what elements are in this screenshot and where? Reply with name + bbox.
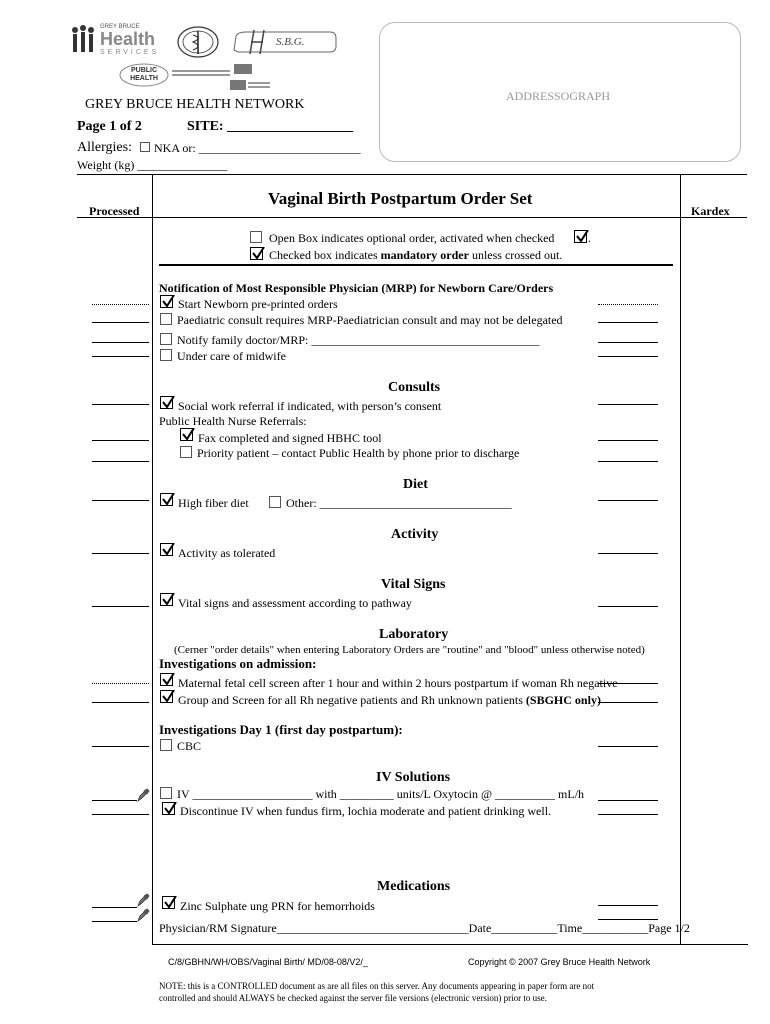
kardex-line <box>598 461 658 462</box>
group-screen-checkbox[interactable] <box>160 690 173 703</box>
processed-line <box>92 461 149 462</box>
admission-investigations-heading: Investigations on admission: <box>159 656 317 671</box>
processed-header: Processed <box>89 204 140 218</box>
processed-line <box>92 304 149 305</box>
document-code: C/8/GBHN/WH/OBS/Vaginal Birth/ MD/08-08/V2/_ <box>168 957 368 967</box>
mrp-heading: Notification of Most Responsible Physician (MRP) for Newborn Care/Orders <box>159 281 554 295</box>
phn-referrals-label: Public Health Nurse Referrals: <box>159 414 307 428</box>
svg-text:S.B.G.: S.B.G. <box>276 36 305 48</box>
processed-line <box>92 702 149 703</box>
table-bottom-border <box>152 944 748 945</box>
kardex-line <box>598 500 658 501</box>
iv-solutions-heading: IV Solutions <box>376 770 451 785</box>
kardex-line <box>598 905 658 906</box>
social-work-checkbox[interactable] <box>160 396 173 409</box>
vital-signs-heading: Vital Signs <box>381 577 446 592</box>
fax-hbhc-checkbox[interactable] <box>180 428 193 441</box>
physician-signature-line[interactable]: Physician/RM Signature________________________________Date___________Time___________Page 1/2 <box>159 921 690 935</box>
kardex-line <box>598 702 658 703</box>
kardex-line <box>598 356 658 357</box>
logo-services-text: SERVICES <box>100 49 160 56</box>
site-field[interactable]: SITE: __________________ <box>187 119 354 134</box>
page-number: Page 1 of 2 <box>77 119 142 134</box>
hsbg-health-centre-logo <box>232 28 338 61</box>
processed-line <box>92 921 137 922</box>
processed-line <box>92 553 149 554</box>
processed-line <box>92 606 149 607</box>
high-fiber-label: High fiber diet <box>178 496 249 510</box>
kardex-line <box>598 814 658 815</box>
midwife-checkbox[interactable] <box>160 349 172 361</box>
kardex-line <box>598 683 658 684</box>
kardex-line <box>598 746 658 747</box>
allergies-label: Allergies: <box>77 140 132 155</box>
kardex-line <box>598 919 658 920</box>
iv-checkbox[interactable] <box>160 787 172 799</box>
legend-open-checkbox <box>250 231 262 243</box>
consults-heading: Consults <box>388 380 441 395</box>
laboratory-note: (Cerner "order details" when entering Laboratory Orders are "routine" and "blood" unless otherwise noted) <box>174 644 645 656</box>
processed-line <box>92 500 149 501</box>
group-screen-label <box>178 693 601 707</box>
notify-family-label[interactable]: Notify family doctor/MRP: ______________________________________ <box>177 333 540 347</box>
zinc-sulphate-checkbox[interactable] <box>162 896 175 909</box>
pencil-icon <box>136 788 150 802</box>
legend-separator <box>159 264 673 266</box>
kardex-line <box>598 404 658 405</box>
addressograph-box <box>379 22 741 162</box>
vital-signs-checkbox[interactable] <box>160 593 173 606</box>
activity-checkbox[interactable] <box>160 543 173 556</box>
laboratory-heading: Laboratory <box>379 627 449 642</box>
kardex-line <box>598 304 658 305</box>
legend-checked-prefix: Checked box indicates <box>269 248 381 262</box>
cbc-checkbox[interactable] <box>160 739 172 751</box>
processed-line <box>92 746 149 747</box>
legend-checked-checkbox <box>574 230 587 243</box>
paediatric-consult-label: Paediatric consult requires MRP-Paediatrician consult and may not be delegated <box>177 313 563 327</box>
diet-other-field[interactable]: Other: ________________________________ <box>286 496 512 510</box>
people-icon <box>70 24 96 56</box>
start-newborn-checkbox[interactable] <box>160 295 173 308</box>
processed-line <box>92 683 149 684</box>
legend-checked-text <box>269 248 562 262</box>
left-column-divider <box>152 174 153 944</box>
kardex-line <box>598 440 658 441</box>
group-screen-site: (SBGHC only) <box>525 693 601 707</box>
processed-line <box>92 800 137 801</box>
fax-hbhc-label: Fax completed and signed HBHC tool <box>198 431 382 445</box>
table-top-border <box>77 174 747 175</box>
nka-field[interactable]: NKA or: ___________________________ <box>154 141 361 155</box>
midwife-label: Under care of midwife <box>177 349 286 363</box>
discontinue-iv-checkbox[interactable] <box>162 802 175 815</box>
priority-patient-checkbox[interactable] <box>180 446 192 458</box>
processed-line <box>92 907 137 908</box>
logo-health-text: Health <box>100 29 156 49</box>
public-health-text: PUBLIC HEALTH <box>130 67 158 82</box>
diet-heading: Diet <box>403 477 428 492</box>
kardex-line <box>598 342 658 343</box>
pencil-icon <box>136 893 150 907</box>
day1-investigations-heading: Investigations Day 1 (first day postpartum): <box>159 722 403 737</box>
processed-line <box>92 404 149 405</box>
paediatric-consult-checkbox[interactable] <box>160 313 172 325</box>
high-fiber-checkbox[interactable] <box>160 493 173 506</box>
order-set-title: Vaginal Birth Postpartum Order Set <box>268 189 533 208</box>
notify-family-checkbox[interactable] <box>160 333 172 345</box>
medications-heading: Medications <box>377 879 451 894</box>
processed-line <box>92 814 149 815</box>
activity-label: Activity as tolerated <box>178 546 276 560</box>
kardex-line <box>598 800 658 801</box>
kardex-line <box>598 553 658 554</box>
priority-patient-label: Priority patient – contact Public Health by phone prior to discharge <box>197 446 520 460</box>
processed-line <box>92 356 149 357</box>
network-name: GREY BRUCE HEALTH NETWORK <box>85 97 305 112</box>
grey-bruce-health-services-logo <box>70 24 170 58</box>
kardex-header: Kardex <box>691 204 730 218</box>
group-screen-text: Group and Screen for all Rh negative patients and Rh unknown patients <box>178 693 526 707</box>
iv-order-field[interactable]: IV ____________________ with _________ units/L Oxytocin @ __________ mL/h <box>177 787 585 801</box>
processed-line <box>92 440 149 441</box>
right-column-divider <box>680 174 681 944</box>
weight-field[interactable]: Weight (kg) _______________ <box>77 158 228 172</box>
kardex-line <box>598 322 658 323</box>
legend-checked-suffix: unless crossed out. <box>468 248 563 262</box>
addressograph-label: ADDRESSOGRAPH <box>506 89 611 103</box>
controlled-note-line2: controlled and should ALWAYS be checked against the server file versions (electronic version) prior to use. <box>159 993 547 1003</box>
copyright: Copyright © 2007 Grey Bruce Health Network <box>468 957 651 967</box>
zinc-sulphate-label: Zinc Sulphate ung PRN for hemorrhoids <box>180 899 375 913</box>
ccac-logo <box>172 62 272 97</box>
activity-heading: Activity <box>391 527 439 542</box>
controlled-note-line1: NOTE: this is a CONTROLLED document as are all files on this server. Any documents appearing in paper form are not <box>159 981 595 991</box>
legend-open-text: Open Box indicates optional order, activated when checked <box>269 231 555 245</box>
kardex-line <box>598 606 658 607</box>
diet-other-checkbox[interactable] <box>269 496 281 508</box>
processed-line <box>92 322 149 323</box>
nka-checkbox[interactable] <box>140 142 150 152</box>
caduceus-seal-logo <box>176 25 220 64</box>
logo-small-text: GREY BRUCE <box>100 24 140 30</box>
maternal-fetal-label: Maternal fetal cell screen after 1 hour and within 2 hours postpartum if woman Rh negative <box>178 676 618 690</box>
pencil-icon <box>136 908 150 922</box>
social-work-label: Social work referral if indicated, with person’s consent <box>178 399 442 413</box>
vital-signs-label: Vital signs and assessment according to pathway <box>178 596 412 610</box>
processed-line <box>92 342 149 343</box>
public-health-logo <box>118 62 170 88</box>
legend-mandatory-checkbox <box>250 247 263 260</box>
legend-checked-bold: mandatory order <box>380 248 469 262</box>
maternal-fetal-checkbox[interactable] <box>160 673 173 686</box>
start-newborn-label: Start Newborn pre-printed orders <box>178 297 338 311</box>
legend-period: . <box>588 231 591 245</box>
header-row-bottom <box>77 217 747 218</box>
cbc-label: CBC <box>177 739 202 753</box>
discontinue-iv-label: Discontinue IV when fundus firm, lochia moderate and patient drinking well. <box>180 804 552 818</box>
